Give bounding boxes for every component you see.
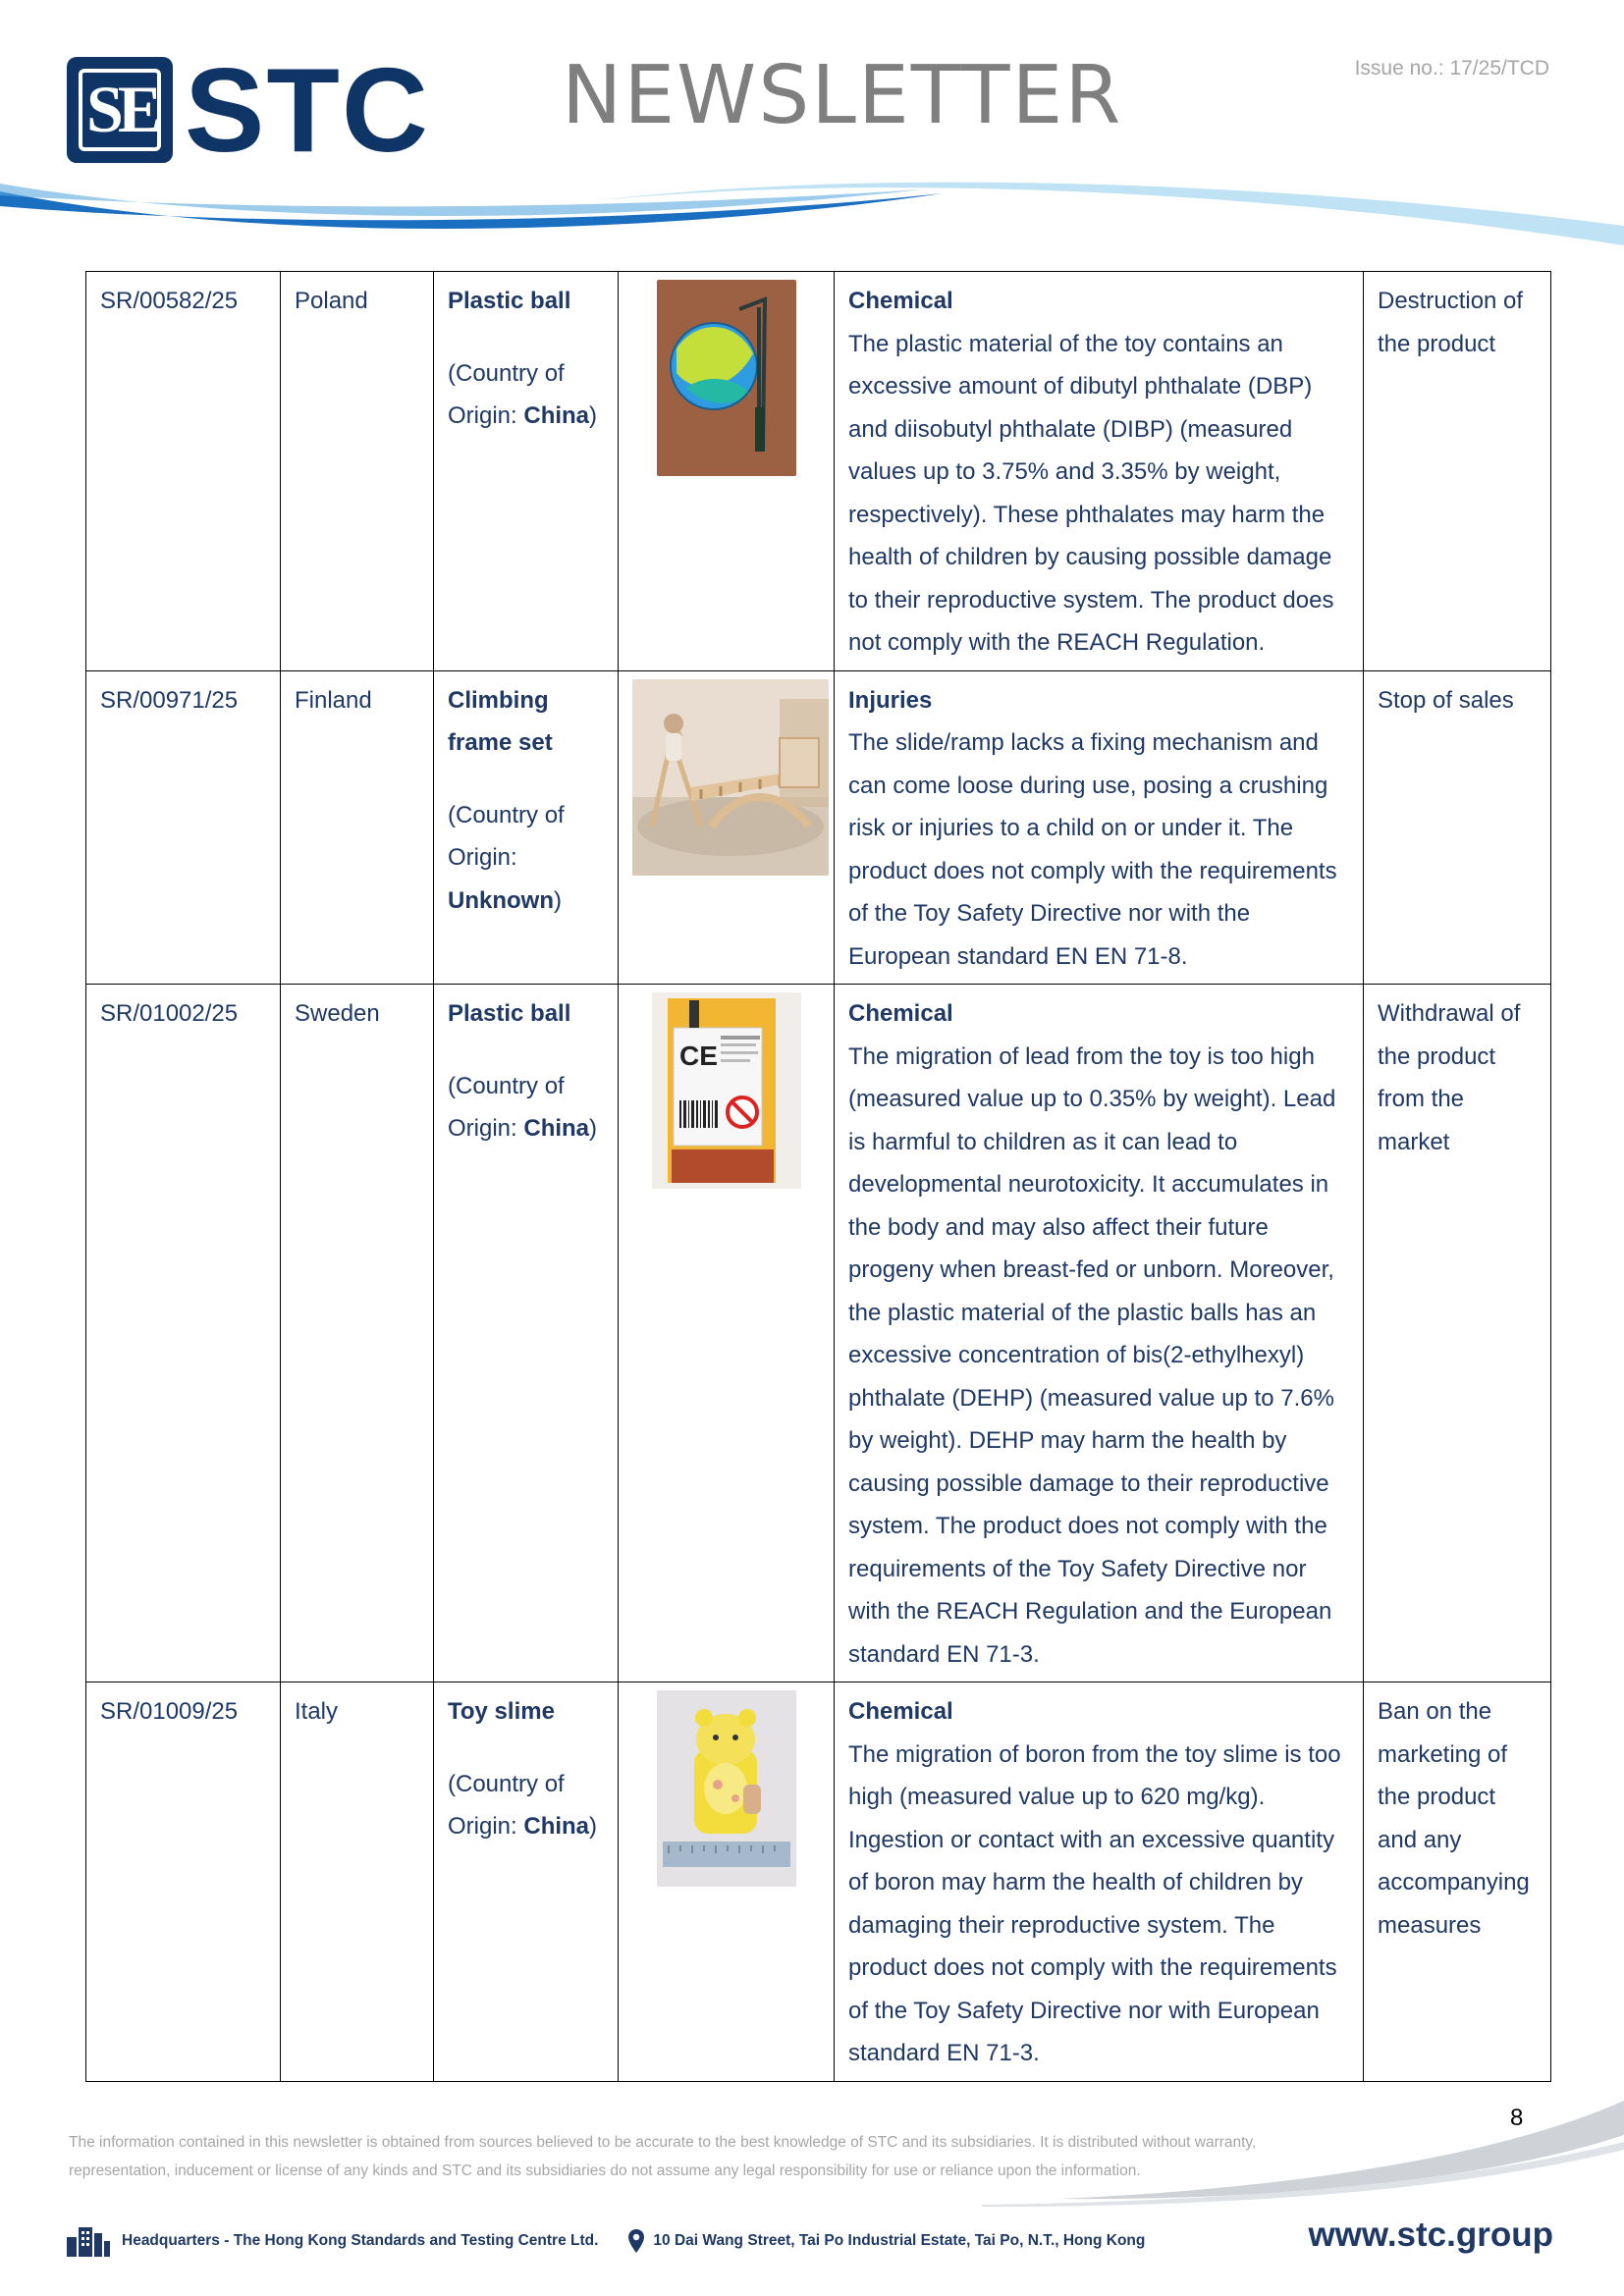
reference-cell: SR/01002/25 bbox=[86, 985, 281, 1682]
measure-cell: Destruction of the product bbox=[1364, 272, 1551, 671]
headquarters-address: 10 Dai Wang Street, Tai Po Industrial Estate, Tai Po, N.T., Hong Kong bbox=[653, 2232, 1146, 2249]
product-photo-cell bbox=[619, 670, 835, 985]
issue-number: Issue no.: 17/25/TCD bbox=[1354, 57, 1549, 80]
risk-type: Chemical bbox=[848, 1000, 953, 1027]
table-row bbox=[86, 985, 1551, 1682]
origin-country: China bbox=[523, 1115, 590, 1142]
origin-line: (Country of Origin: Unknown) bbox=[448, 801, 565, 914]
wooden-climbing-frame-photo bbox=[632, 679, 829, 876]
product-name: Plastic ball bbox=[448, 1000, 571, 1027]
risk-text: The migration of lead from the toy is too high (measured value up to 0.35% by weight). Lead is harmful to children as it can lead to developmental neurotoxicity. It accumulates in the body and may also affect their future progeny when breast-fed or unborn. Moreover, the plastic material of the plastic balls has an excessive concentration of bis(2-ethylhexyl) phthalate (DEHP) (measured value up to 7.6% by weight). DEHP may harm the health by causing possible damage to their reproductive system. The product does not comply with the requirements of the Toy Safety Directive nor with the REACH Regulation and the European standard EN 71-3. bbox=[848, 1042, 1336, 1668]
product-photo-cell bbox=[619, 985, 835, 1682]
stc-logo bbox=[67, 43, 430, 177]
measure-cell: Ban on the marketing of the product and any accompanying measures bbox=[1364, 1682, 1551, 2082]
risk-text: The plastic material of the toy contains an excessive amount of dibutyl phthalate (DBP) and diisobutyl phthalate (DIBP) (measured values up to 3.75% and 3.35% by weight, respectively). These phthalates may harm the health of children by causing possible damage to their reproductive system. The product does not comply with the REACH Regulation. bbox=[848, 330, 1334, 656]
risk-description-cell bbox=[835, 1682, 1364, 2082]
packaging-label-photo bbox=[652, 992, 801, 1189]
risk-type: Chemical bbox=[848, 288, 953, 314]
risk-description-cell bbox=[835, 985, 1364, 1682]
origin-country: China bbox=[523, 402, 590, 429]
location-pin-icon bbox=[627, 2228, 645, 2254]
slime-container-photo bbox=[657, 1690, 796, 1887]
safety-recall-table bbox=[85, 271, 1551, 2082]
svg-text:CE: CE bbox=[678, 1041, 718, 1071]
ball-with-handle-photo bbox=[657, 280, 796, 476]
risk-text: The migration of boron from the toy slime is too high (measured value up to 620 mg/kg). Ingestion or contact with an excessive quantity of boron may harm the health of children by damaging their reproductive system. The product does not comply with the requirements of the Toy Safety Directive nor with European standard EN 71-3. bbox=[848, 1740, 1341, 2066]
table-row bbox=[86, 1682, 1551, 2082]
country-cell: Sweden bbox=[281, 985, 434, 1682]
headquarters-line bbox=[65, 2223, 1145, 2259]
disclaimer-text: The information contained in this newsletter is obtained from sources believed to be accurate to the best knowledge of STC and its subsidiaries. It is distributed without warranty, representation, inducement or license of any kinds and STC and its subsidiaries do not assume any legal responsibility for use or reliance upon the information. bbox=[69, 2134, 1257, 2179]
newsletter-title: NEWSLETTER bbox=[562, 49, 1123, 142]
reference-cell: SR/01009/25 bbox=[86, 1682, 281, 2082]
logo-mark-letters: SE bbox=[86, 72, 157, 146]
product-cell bbox=[434, 1682, 619, 2082]
risk-text: The slide/ramp lacks a fixing mechanism and can come loose during use, posing a crushing risk or injuries to a child on or under it. The product does not comply with the requirements of the Toy Safety Directive nor with the European standard EN EN 71-8. bbox=[848, 729, 1337, 970]
product-photo-cell bbox=[619, 272, 835, 671]
origin-line: (Country of Origin: China) bbox=[448, 359, 598, 429]
origin-line: (Country of Origin: China) bbox=[448, 1770, 598, 1840]
headquarters-name: Headquarters - The Hong Kong Standards and Testing Centre Ltd. bbox=[122, 2232, 599, 2249]
risk-type: Chemical bbox=[848, 1698, 953, 1725]
risk-description-cell bbox=[835, 670, 1364, 985]
risk-type: Injuries bbox=[848, 686, 933, 714]
table-row bbox=[86, 670, 1551, 985]
reference-cell: SR/00582/25 bbox=[86, 272, 281, 671]
product-name: Plastic ball bbox=[448, 288, 571, 314]
measure-cell: Withdrawal of the product from the market bbox=[1364, 985, 1551, 1682]
product-name: Climbing frame set bbox=[448, 686, 553, 756]
product-cell bbox=[434, 985, 619, 1682]
risk-description-cell bbox=[835, 272, 1364, 671]
product-cell bbox=[434, 272, 619, 671]
measure-cell: Stop of sales bbox=[1364, 670, 1551, 985]
website-link[interactable]: www.stc.group bbox=[1308, 2216, 1553, 2254]
origin-line: (Country of Origin: China) bbox=[448, 1072, 598, 1142]
page-number: 8 bbox=[1510, 2105, 1524, 2131]
logo-wordmark: STC bbox=[185, 43, 430, 177]
reference-cell: SR/00971/25 bbox=[86, 670, 281, 985]
origin-country: Unknown bbox=[448, 886, 554, 914]
product-cell bbox=[434, 670, 619, 985]
header-swoosh bbox=[0, 182, 1624, 260]
building-icon bbox=[65, 2225, 112, 2257]
country-cell: Italy bbox=[281, 1682, 434, 2082]
stc-logo-mark bbox=[67, 57, 173, 163]
country-cell: Finland bbox=[281, 670, 434, 985]
origin-country: China bbox=[523, 1813, 590, 1840]
table-row bbox=[86, 272, 1551, 671]
product-name: Toy slime bbox=[448, 1698, 555, 1725]
product-photo-cell bbox=[619, 1682, 835, 2082]
country-cell: Poland bbox=[281, 272, 434, 671]
